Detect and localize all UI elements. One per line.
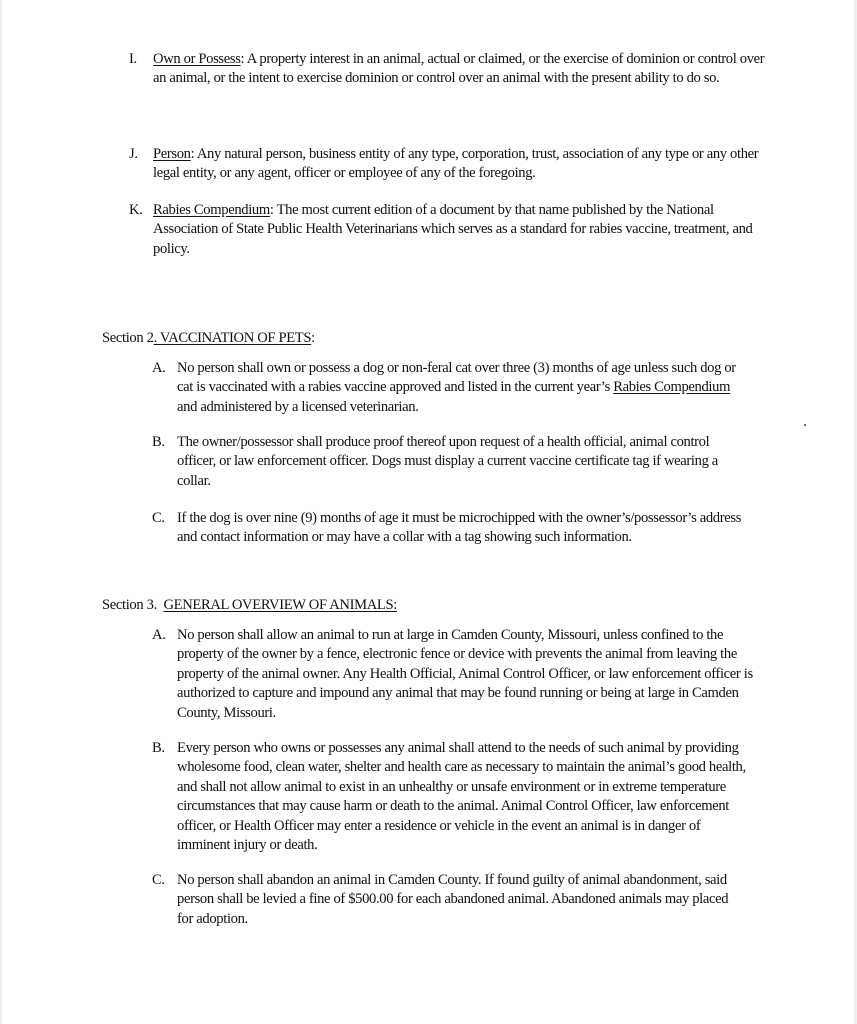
section-2-suffix: :: [311, 330, 315, 346]
scan-speck: [804, 424, 806, 426]
defined-term: Person: [153, 146, 191, 162]
item-text: No person shall abandon an animal in Camden County. If found guilty of animal abandonment, said person shall be levied a fine of $500.00 for each abandoned animal. Abandoned animals may placed for adoption.: [177, 872, 729, 927]
section-3-item-c: [152, 871, 752, 929]
section-2-prefix: Section 2: [102, 330, 154, 346]
section-2-title: . VACCINATION OF PETS: [153, 330, 312, 346]
definition-text: : The most current edition of a document by that name published by the National Association of State Public Health Veterinarians which serves as a standard for rabies vaccine, treatment, and policy.: [153, 202, 753, 257]
item-label: J.: [129, 146, 138, 162]
item-label: B.: [152, 740, 165, 756]
section-2-item-b: [152, 433, 752, 491]
item-label: A.: [152, 360, 166, 376]
item-label: C.: [152, 510, 165, 526]
section-3-title: GENERAL OVERVIEW OF ANIMALS:: [163, 597, 397, 613]
item-text: No person shall allow an animal to run at large in Camden County, Missouri, unless confined to the property of the owner by a fence, electronic fence or device with prevents the animal from leaving the property of the animal owner. Any Health Official, Animal Control Officer, or law enforcement officer is authorized to capture and impound any animal that may be found running or being at large in Camden County, Missouri.: [177, 627, 753, 721]
section-2-item-a: [152, 359, 752, 417]
item-label: K.: [129, 202, 143, 218]
item-body: [177, 359, 752, 417]
item-body: [153, 145, 769, 184]
section-3-item-a: [152, 626, 757, 723]
item-text: Every person who owns or possesses any animal shall attend to the needs of such animal by providing wholesome food, clean water, shelter and health care as necessary to maintain the animal’s good health, and shall not allow animal to exist in an unhealthy or unsafe environment or in extreme temperature circumstances that may cause harm or death to the animal. Animal Control Officer, law enforcement officer, or Health Officer may enter a residence or vehicle in the event an animal is in danger of imminent injury or death.: [177, 740, 746, 854]
definition-rabies-compendium: [129, 201, 769, 259]
item-text: and administered by a licensed veterinarian.: [177, 398, 419, 415]
item-label: C.: [152, 872, 165, 888]
item-body: [153, 50, 769, 89]
item-text: If the dog is over nine (9) months of age it must be microchipped with the owner’s/possessor’s address and contact information or may have a collar with a tag showing such information.: [177, 510, 742, 546]
section-3-heading: [102, 596, 397, 615]
item-label: I.: [129, 51, 137, 67]
item-label: A.: [152, 627, 166, 643]
defined-term: Rabies Compendium: [153, 202, 270, 218]
definition-text: : A property interest in an animal, actual or claimed, or the exercise of dominion or control over an animal, or the intent to exercise dominion or control over an animal with the present ability to do so.: [153, 51, 765, 87]
section-3-prefix: Section 3.: [102, 597, 164, 613]
section-2-item-c: [152, 509, 752, 548]
item-label: B.: [152, 434, 165, 450]
definition-text: : Any natural person, business entity of any type, corporation, trust, association of any type or any other legal entity, or any agent, officer or employee of any of the foregoing.: [153, 146, 759, 182]
definition-own-or-possess: [129, 50, 769, 89]
section-2-heading: [102, 329, 315, 348]
item-text: No person shall own or possess a dog or non-feral cat over three (3) months of age unless such dog or cat is vaccinated with a rabies vaccine approved and listed in the current year’s: [177, 360, 736, 396]
section-3-item-b: [152, 739, 752, 855]
item-text: The owner/possessor shall produce proof thereof upon request of a health official, animal control officer, or law enforcement officer. Dogs must display a current vaccine certificate tag if wearing a collar.: [177, 434, 718, 489]
item-body: [153, 201, 769, 259]
definition-person: [129, 145, 769, 184]
rabies-compendium-reference: Rabies Compendium: [613, 379, 731, 396]
defined-term: Own or Possess: [153, 51, 241, 67]
